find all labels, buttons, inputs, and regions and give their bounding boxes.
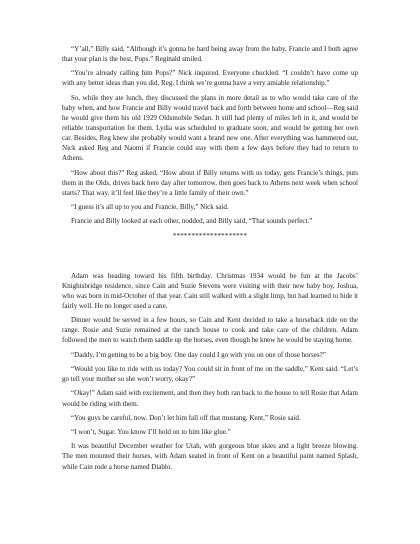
- paragraph: “Okay!” Adam said with excitement, and then they both ran back to the house to tell Rosie that Adam would be riding with them.: [62, 389, 358, 408]
- paragraph: “I guess it’s all up to you and Francie, Billy,” Nick said.: [71, 203, 229, 212]
- book-page: [62, 44, 358, 476]
- paragraph: So, while they ate lunch, they discussed the plans in more detail as to who would take care of the baby when, and how Francie and Billy would travel back and forth between home and school—Reg said he would give them his old 1929 Oldsmobile Sedan. It still had plenty of miles left in it, and would be reliable transportation for them. Lydia was scheduled to graduate soon, and would be getting her own car. Besides, Reg knew she probably would want a brand new one. After everything was hammered out, Nick asked Reg and Naomi if Francie could stay with them a few days before they had to return to Athens.: [62, 93, 358, 163]
- paragraph: “Y’all,” Billy said, “Although it’s gonna be hard being away from the baby, Francie and I both agree that your plan is the best, Pops.” Reginald smiled.: [62, 45, 358, 64]
- paragraph: “I won’t, Sugar. You know I’ll hold on to him like glue.”: [71, 428, 231, 437]
- paragraph: Francie and Billy looked at each other, nodded, and Billy said, “That sounds perfect.”: [71, 217, 313, 226]
- paragraph: “Would you like to ride with us today? You could sit in front of me on the saddle,” Kent said. “Let’s go tell your mother so she won’t worry, okay?”: [62, 365, 358, 384]
- paragraph: “How about this?” Reg asked, “How about if Billy returns with us today, gets Francie’s things, puts them in the Olds, drives back here day after tomorrow, then goes back to Athens next week when school starts? That way, it’ll feel like they’re a little family of their own.”: [62, 168, 358, 197]
- paragraph: Dinner would be served in a few hours, so Cain and Kent decided to take a horseback ride on the range. Rosie and Suzie remained at the ranch house to cook and take care of the children. Adam followed the men to watch them saddle up the horses, even though he knew he would be staying home.: [62, 316, 358, 345]
- paragraph: “Daddy, I’m getting to be a big boy. One day could I go with you on one of those horses?”: [71, 350, 326, 359]
- section-separator: ********************: [172, 231, 248, 240]
- paragraph: Adam was heading toward his fifth birthday. Christmas 1934 would be fun at the Jacobs’ Knightsbridge residence, since Cain and Suzie Stevens were visiting with their new baby boy, Joshua, who was born in mid-October of that year. Cain still walked with a slight limp, but had learned to hide it fairly well. He no longer used a cane.: [62, 271, 358, 310]
- paragraph: It was beautiful December weather for Utah, with gorgeous blue skies and a light breeze blowing. The men mounted their horses, with Adam seated in front of Kent on a beautiful paint named Splash, while Cain rode a horse named Diablo.: [62, 442, 358, 471]
- paragraph: “You guys be careful, now. Don’t let him fall off that mustang, Kent,” Rosie said.: [71, 413, 301, 422]
- paragraph: “You’re already calling him Pops?” Nick inquired. Everyone chuckled. “I couldn’t have come up with any better ideas than you did, Reg. I think we’re gonna have a very amiable relationship.”: [62, 69, 358, 88]
